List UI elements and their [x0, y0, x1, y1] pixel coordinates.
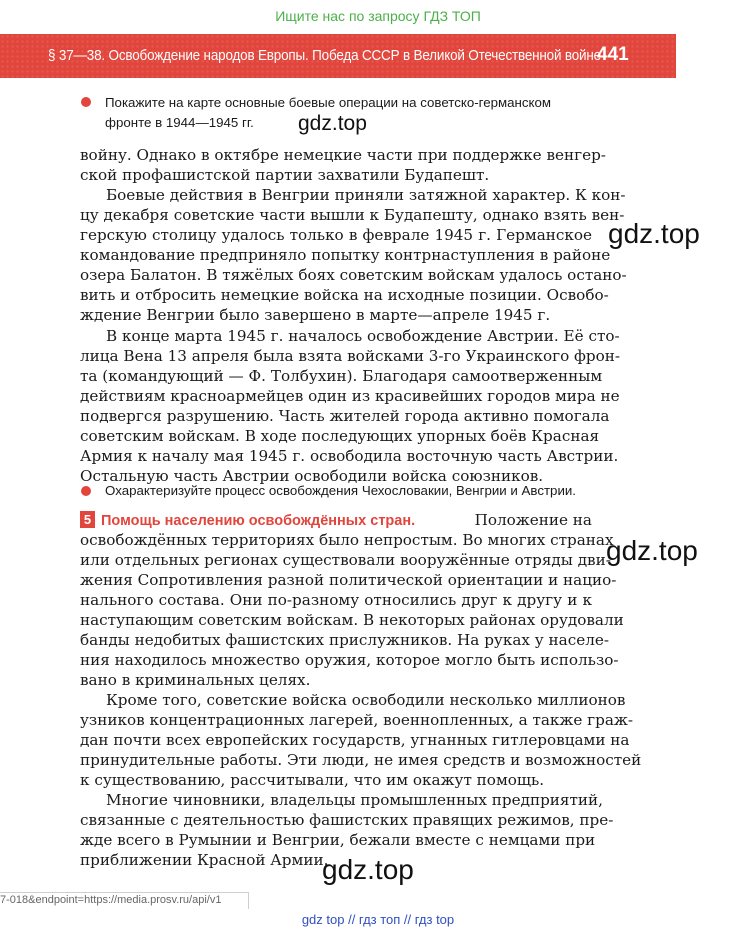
text-line: узников концентрационных лагерей, военнопленных, а также граж-	[80, 711, 634, 729]
text-line: действиям красноармейцев один из красивейших городов мира не	[80, 387, 620, 405]
text-line: Многие чиновники, владельцы промышленных предприятий,	[106, 791, 603, 809]
text-line: Армия к началу мая 1945 г. освободила восточную часть Австрии.	[80, 447, 619, 465]
text-line: советским войскам. В ходе последующих упорных боёв Красная	[80, 427, 600, 445]
top-search-banner[interactable]: Ищите нас по запросу ГДЗ ТОП	[275, 8, 481, 24]
text-line: войну. Однако в октябре немецкие части при поддержке венгер-	[80, 146, 606, 164]
source-url-strip: 7-018&endpoint=https://media.prosv.ru/api/v1	[0, 892, 249, 909]
task-line: фронте в 1944—1945 гг.	[105, 115, 254, 130]
text-line: принудительные работы. Эти люди, не имея средств и возможностей	[80, 751, 642, 769]
text-line: та (командующий — Ф. Толбухин). Благодаря самоотверженным	[80, 367, 603, 385]
watermark: gdz.top	[608, 218, 700, 249]
text-line: подвергся разрушению. Часть жителей города активно помогала	[80, 407, 610, 425]
text-line: вано в криминальных целях.	[80, 671, 311, 689]
text-line: жения Сопротивления разной политической ориентации и нацио-	[80, 571, 617, 589]
text-line: связанные с деятельностью фашистских правящих режимов, пре-	[80, 811, 614, 829]
watermark: gdz.top	[606, 535, 698, 566]
text-line: освобождённых территориях было непростым. Во многих странах	[80, 531, 614, 549]
text-line: Остальную часть Австрии освободили войска союзников.	[80, 467, 544, 485]
text-line: к существованию, рассчитывали, что им окажут помощь.	[80, 771, 545, 789]
section-title: Помощь населению освобождённых стран.	[101, 513, 416, 529]
text-line: дан почти всех европейских государств, угнанных гитлеровцами на	[80, 731, 630, 749]
text-line: вить и отбросить немецкие войска на исходные позиции. Освобо-	[80, 286, 609, 304]
text-line: В конце марта 1945 г. началось освобождение Австрии. Её сто-	[106, 327, 620, 345]
text-line: банды недобитых фашистских прислужников. На руках у населе-	[80, 631, 609, 649]
text-line: цу декабря советские части вышли к Будапешту, однако взять вен-	[80, 206, 625, 224]
text-line: наступающим советским войскам. В некоторых районах орудовали	[80, 611, 624, 629]
page-header	[0, 34, 676, 78]
text-line: герскую столицу удалось только в феврале 1945 г. Германское	[80, 226, 592, 244]
text-line: ской профашистской партии захватили Будапешт.	[80, 166, 490, 184]
page-number: 441	[597, 44, 629, 65]
text-line: жде всего в Румынии и Венгрии, бежали вместе с немцами при	[80, 831, 596, 849]
task-bullet-icon	[81, 97, 91, 107]
watermark: gdz.top	[322, 854, 414, 885]
header-title: § 37—38. Освобождение народов Европы. Победа СССР в Великой Отечественной войне	[48, 48, 601, 64]
task-bullet-icon	[81, 486, 91, 496]
text-line: нального состава. Они по-разному относились друг к другу и к	[80, 591, 592, 609]
text-line: озера Балатон. В тяжёлых боях советским войскам удалось останo-	[80, 266, 627, 284]
text-line: Кроме того, советские войска освободили несколько миллионов	[106, 691, 626, 709]
text-line: ждение Венгрии было завершено в марте—апреле 1945 г.	[80, 306, 551, 324]
section-heading-line	[80, 510, 592, 531]
text-line: командование предприняло попытку контрнаступления в районе	[80, 246, 611, 264]
section-first-line-rest: Положение на	[474, 511, 592, 529]
watermark: gdz.top	[298, 112, 367, 135]
text-line: лица Вена 13 апреля была взята войсками 3-го Украинского фрон-	[80, 347, 621, 365]
text-line: или отдельных регионах существовали вооружённые отряды дви-	[80, 551, 611, 569]
text-line: ния находилось множество оружия, которое могло быть использо-	[80, 651, 619, 669]
task-line: Покажите на карте основные боевые операции на советско-германском	[105, 95, 552, 110]
text-line: Боевые действия в Венгрии приняли затяжной характер. К кон-	[106, 186, 626, 204]
task-characterize: Охарактеризуйте процесс освобождения Чехословакии, Венгрии и Австрии.	[105, 483, 577, 498]
section-number-badge: 5	[80, 511, 95, 528]
text-line: приближении Красной Армии.	[80, 851, 329, 869]
footer-links[interactable]: gdz top // гдз топ // гдз top	[301, 912, 455, 927]
